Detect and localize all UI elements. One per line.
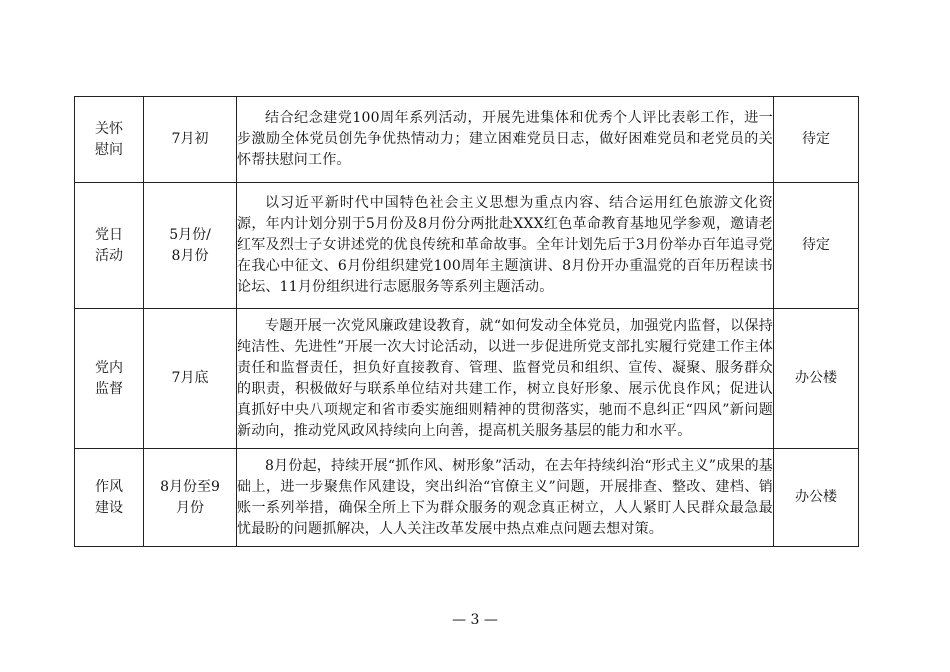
topic-cell (75, 183, 144, 309)
location-cell (774, 97, 859, 183)
description-text: 专题开展一次党风廉政建设教育，就“如何发动全体党员，加强党内监督，以保持纯洁性、先进性”开展一次大讨论活动，以进一步促进所党支部扎实履行党建工作主体责任和监督责任，担负好直接教育、管理、监督党员和组织、宣传、凝聚、服务群众的职责，积极做好与联系单位结对共建工作，树立良好形象、展示优良作风；促进认真抓好中央八项规定和省市委实施细则精神的贯彻落实，驰而不息纠正“四风”新问题新动向，推动党风政风持续向上向善，提高机关服务基层的能力和水平。 (237, 317, 773, 439)
table-row (75, 97, 859, 183)
time-cell (144, 449, 237, 547)
description-cell (237, 309, 774, 449)
time-text: 5月份/ 8月份 (169, 226, 211, 264)
time-cell (144, 309, 237, 449)
description-text: 以习近平新时代中国特色社会主义思想为重点内容、结合运用红色旅游文化资源，年内计划分别于5月份及8月份分两批赴XXX红色革命教育基地见学参观，邀请老红军及烈士子女讲述党的优良传统和革命故事。全年计划先后于3月份举办百年追寻党在我心中征文、6月份组织建党100周年主题演讲、8月份开办重温党的百年历程读书论坛、11月份组织进行志愿服务等系列主题活动。 (237, 195, 773, 295)
topic-cell (75, 97, 144, 183)
topic-cell (75, 309, 144, 449)
location-cell (774, 449, 859, 547)
location-cell (774, 183, 859, 309)
time-text: 8月份至9 月份 (160, 478, 220, 516)
time-text: 7月底 (171, 370, 209, 386)
topic-cell (75, 449, 144, 547)
work-plan-table (74, 96, 859, 547)
page-number: — 3 — (452, 612, 498, 628)
topic-text: 作风 建设 (95, 478, 123, 516)
location-text: 办公楼 (795, 370, 837, 386)
location-cell (774, 309, 859, 449)
time-cell (144, 97, 237, 183)
table-row (75, 183, 859, 309)
table-row (75, 449, 859, 547)
table-row (75, 309, 859, 449)
time-cell (144, 183, 237, 309)
topic-text: 党日 活动 (95, 226, 123, 264)
location-text: 待定 (802, 131, 830, 147)
description-text: 8月份起，持续开展“抓作风、树形象”活动，在去年持续纠治“形式主义”成果的基础上，进一步聚焦作风建设，突出纠治“官僚主义”问题，开展排查、整改、建档、销账一系列举措，确保全所上下为群众服务的观念真正树立，人人紧盯人民群众最急最忧最盼的问题抓解决，人人关注改革发展中热点难点问题去想对策。 (237, 457, 773, 537)
location-text: 办公楼 (795, 489, 837, 505)
location-text: 待定 (802, 237, 830, 253)
description-cell (237, 97, 774, 183)
description-text: 结合纪念建党100周年系列活动，开展先进集体和优秀个人评比表彰工作，进一步激励全体党员创先争优热情动力；建立困难党员日志，做好困难党员和老党员的关怀帮扶慰问工作。 (237, 110, 773, 168)
description-cell (237, 449, 774, 547)
topic-text: 关怀 慰问 (95, 120, 123, 158)
description-cell (237, 183, 774, 309)
time-text: 7月初 (171, 131, 209, 147)
topic-text: 党内 监督 (95, 359, 123, 397)
